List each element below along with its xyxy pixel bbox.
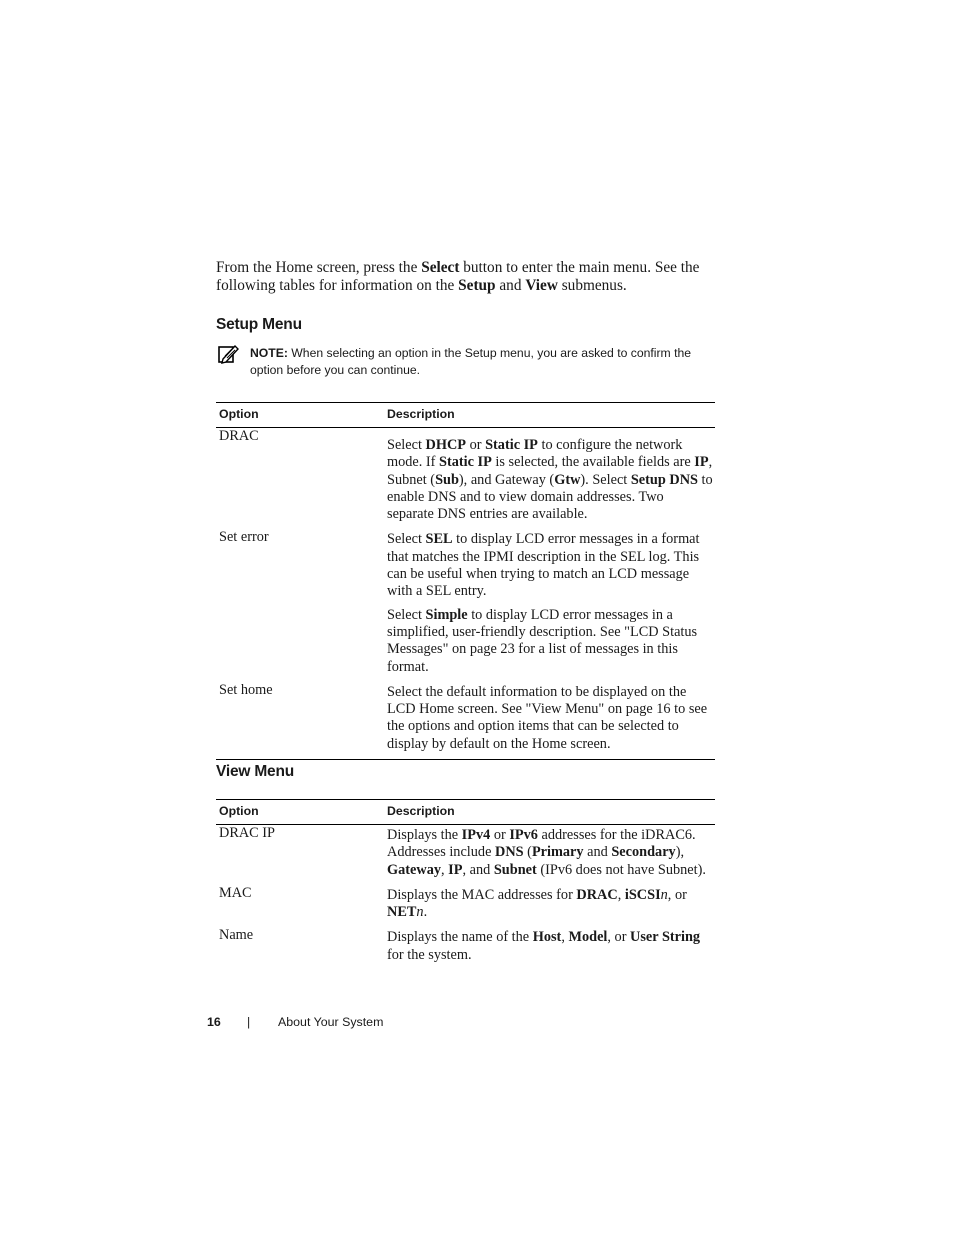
- option-cell: DRAC IP: [219, 825, 276, 841]
- option-column-header: Option: [219, 804, 259, 818]
- view-menu-heading: View Menu: [216, 763, 295, 780]
- view-menu-table: [216, 799, 715, 970]
- table-row: [216, 885, 715, 922]
- table-header: [216, 800, 715, 825]
- description-column-header: Description: [387, 804, 455, 818]
- description-cell: Select the default information to be displayed on the LCD Home screen. See "View Menu" on page 16 to see the options and option items that can be selected to display by default on the Home screen.: [387, 683, 708, 752]
- description-cell: Displays the name of the Host, Model, or User String for the system.: [387, 929, 701, 963]
- note-text: NOTE: When selecting an option in the Setup menu, you are asked to confirm the option before you can continue.: [250, 346, 692, 377]
- option-cell: Set home: [219, 681, 273, 698]
- description-column-header: Description: [387, 407, 455, 421]
- table-row: [216, 825, 715, 879]
- table-header: [216, 403, 715, 428]
- note-pencil-icon: [218, 344, 240, 364]
- option-cell: DRAC: [219, 428, 259, 444]
- setup-menu-heading: Setup Menu: [216, 316, 302, 333]
- table-row: [216, 927, 715, 964]
- setup-menu-table: [216, 402, 715, 760]
- option-cell: Set error: [219, 529, 269, 546]
- description-cell: Displays the IPv4 or IPv6 addresses for the iDRAC6. Addresses include DNS (Primary and Secondary), Gateway, IP, and Subnet (IPv6 does not have Subnet).: [387, 827, 706, 878]
- table-row: [216, 682, 715, 753]
- description-cell: Select SEL to display LCD error messages in a format that matches the IPMI description in the SEL log. This can be useful when trying to match an LCD message with a SEL entry. Select Simple to display LCD error messages in a simplified, user-friendly description. See "LCD Status Messages" on page 23 for a list of messages in this format.: [387, 531, 700, 675]
- footer-separator: |: [247, 1015, 251, 1029]
- description-cell: Displays the MAC addresses for DRAC, iSCSIn, or NETn.: [387, 886, 687, 921]
- table-row: [216, 428, 715, 523]
- footer-section-title: About Your System: [278, 1015, 384, 1029]
- option-cell: MAC: [219, 884, 252, 901]
- description-cell: Select DHCP or Static IP to configure the network mode. If Static IP is selected, the available fields are IP, Subnet (Sub), and Gateway (Gtw). Select Setup DNS to enable DNS and to view domain addresses. Two separate DNS entries are available.: [387, 437, 713, 523]
- table-row: [216, 529, 715, 675]
- option-column-header: Option: [219, 407, 259, 421]
- page-number: 16: [207, 1015, 221, 1029]
- option-cell: Name: [219, 927, 254, 944]
- intro-paragraph: From the Home screen, press the Select button to enter the main menu. See the following tables for information on the Setup and View submenus.: [216, 259, 700, 294]
